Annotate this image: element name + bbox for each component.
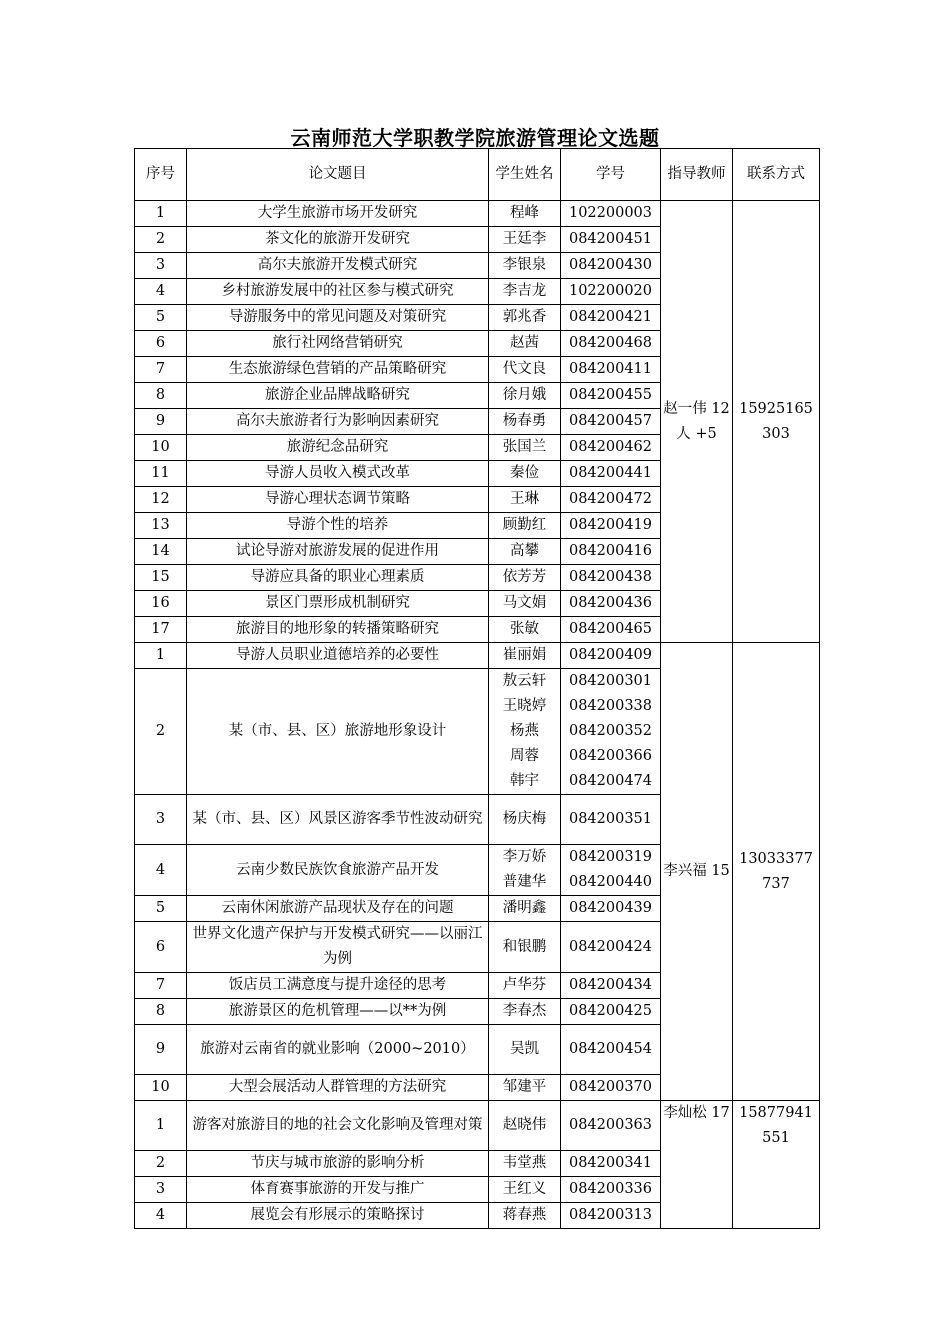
student-name: 高攀 — [510, 543, 539, 559]
cell-advisor: 李兴福 15 — [661, 643, 733, 1101]
cell-topic: 游客对旅游目的地的社会文化影响及管理对策 — [187, 1101, 489, 1151]
student-name: 张敏 — [510, 621, 539, 637]
cell-contact: 15877941551 — [733, 1101, 820, 1229]
cell-seq: 13 — [135, 513, 187, 539]
table-row — [135, 201, 820, 227]
student-name: 李吉龙 — [502, 283, 547, 299]
student-id: 084200441 — [568, 465, 653, 481]
header-contact: 联系方式 — [733, 149, 820, 201]
cell-seq: 7 — [135, 973, 187, 999]
cell-topic: 乡村旅游发展中的社区参与模式研究 — [187, 279, 489, 305]
student-name: 韩宇 — [510, 773, 539, 789]
cell-contact: 13033377737 — [733, 643, 820, 1101]
cell-seq: 1 — [135, 643, 187, 669]
cell-seq: 8 — [135, 999, 187, 1025]
cell-seq: 16 — [135, 591, 187, 617]
student-id: 084200421 — [568, 309, 653, 325]
cell-student-ids — [561, 999, 661, 1025]
cell-student-ids — [561, 845, 661, 896]
student-id: 084200440 — [568, 874, 653, 890]
cell-student-ids — [561, 227, 661, 253]
cell-student-ids — [561, 253, 661, 279]
cell-students — [489, 1075, 561, 1101]
student-name: 普建华 — [502, 874, 547, 890]
student-name: 邹建平 — [502, 1079, 547, 1095]
cell-seq: 4 — [135, 845, 187, 896]
header-row — [135, 149, 820, 201]
student-id: 084200409 — [568, 647, 653, 663]
student-name: 杨春勇 — [502, 413, 547, 429]
cell-students — [489, 896, 561, 922]
cell-seq: 3 — [135, 1177, 187, 1203]
cell-students — [489, 1101, 561, 1151]
student-name: 依芳芳 — [502, 569, 547, 585]
cell-seq: 7 — [135, 357, 187, 383]
student-name: 顾勤红 — [502, 517, 547, 533]
table-body — [135, 201, 820, 1229]
student-id: 084200438 — [568, 569, 653, 585]
cell-seq: 2 — [135, 669, 187, 795]
cell-seq: 8 — [135, 383, 187, 409]
cell-students — [489, 1203, 561, 1229]
cell-students — [489, 669, 561, 795]
cell-student-ids — [561, 539, 661, 565]
cell-contact: 15925165303 — [733, 201, 820, 643]
cell-topic: 体育赛事旅游的开发与推广 — [187, 1177, 489, 1203]
student-name: 秦俭 — [510, 465, 539, 481]
cell-seq: 1 — [135, 1101, 187, 1151]
header-advisor: 指导教师 — [661, 149, 733, 201]
student-name: 崔丽娟 — [502, 647, 547, 663]
cell-student-ids — [561, 279, 661, 305]
student-name: 杨燕 — [510, 723, 539, 739]
student-name: 吴凯 — [510, 1041, 539, 1057]
cell-topic: 云南少数民族饮食旅游产品开发 — [187, 845, 489, 896]
cell-topic: 导游应具备的职业心理素质 — [187, 565, 489, 591]
student-name: 和银鹏 — [502, 938, 547, 955]
cell-students — [489, 591, 561, 617]
cell-seq: 14 — [135, 539, 187, 565]
cell-student-ids — [561, 1101, 661, 1151]
cell-topic: 旅游目的地形象的转播策略研究 — [187, 617, 489, 643]
student-name: 郭兆香 — [502, 309, 547, 325]
cell-topic: 某（市、县、区）旅游地形象设计 — [187, 669, 489, 795]
cell-topic: 试论导游对旅游发展的促进作用 — [187, 539, 489, 565]
cell-seq: 9 — [135, 1025, 187, 1075]
cell-student-ids — [561, 305, 661, 331]
cell-student-ids — [561, 513, 661, 539]
cell-seq: 9 — [135, 409, 187, 435]
cell-students — [489, 795, 561, 845]
student-name: 王晓婷 — [502, 698, 547, 714]
cell-topic: 旅游对云南省的就业影响（2000~2010） — [187, 1025, 489, 1075]
student-id: 084200455 — [568, 387, 653, 403]
cell-topic: 旅游纪念品研究 — [187, 435, 489, 461]
cell-students — [489, 513, 561, 539]
student-id: 084200363 — [568, 1117, 653, 1133]
cell-seq: 6 — [135, 922, 187, 973]
student-id: 084200416 — [568, 543, 653, 559]
student-id: 084200351 — [568, 811, 653, 827]
student-name: 王琳 — [510, 491, 539, 507]
student-name: 赵晓伟 — [502, 1117, 547, 1133]
cell-student-ids — [561, 357, 661, 383]
cell-students — [489, 922, 561, 973]
student-name: 徐月娥 — [502, 387, 547, 403]
cell-seq: 4 — [135, 279, 187, 305]
header-topic: 论文题目 — [187, 149, 489, 201]
cell-seq: 10 — [135, 1075, 187, 1101]
student-id: 084200468 — [568, 335, 653, 351]
cell-topic: 高尔夫旅游者行为影响因素研究 — [187, 409, 489, 435]
student-id: 084200370 — [568, 1079, 653, 1095]
cell-students — [489, 617, 561, 643]
cell-students — [489, 201, 561, 227]
student-id: 084200366 — [568, 748, 653, 764]
student-name: 敖云轩 — [502, 673, 547, 689]
header-id: 学号 — [561, 149, 661, 201]
cell-students — [489, 1025, 561, 1075]
student-name: 赵茜 — [510, 335, 539, 351]
cell-student-ids — [561, 435, 661, 461]
student-id: 084200472 — [568, 491, 653, 507]
cell-seq: 2 — [135, 1151, 187, 1177]
cell-seq: 15 — [135, 565, 187, 591]
cell-topic: 大学生旅游市场开发研究 — [187, 201, 489, 227]
student-id: 084200425 — [568, 1003, 653, 1019]
student-name: 代文良 — [502, 361, 547, 377]
cell-topic: 展览会有形展示的策略探讨 — [187, 1203, 489, 1229]
student-name: 蒋春燕 — [502, 1207, 547, 1223]
student-name: 张国兰 — [502, 439, 547, 455]
student-id: 084200336 — [568, 1181, 653, 1197]
student-id: 084200436 — [568, 595, 653, 611]
cell-student-ids — [561, 487, 661, 513]
cell-advisor: 李灿松 17 — [661, 1101, 733, 1229]
cell-students — [489, 383, 561, 409]
cell-seq: 12 — [135, 487, 187, 513]
student-name: 周蓉 — [510, 748, 539, 764]
cell-students — [489, 357, 561, 383]
cell-students — [489, 227, 561, 253]
cell-topic: 导游人员收入模式改革 — [187, 461, 489, 487]
cell-student-ids — [561, 1025, 661, 1075]
cell-seq: 5 — [135, 896, 187, 922]
student-name: 李春杰 — [502, 1003, 547, 1019]
cell-student-ids — [561, 669, 661, 795]
student-name: 李银泉 — [502, 257, 547, 273]
cell-student-ids — [561, 795, 661, 845]
student-name: 卢华芬 — [502, 977, 547, 993]
cell-seq: 4 — [135, 1203, 187, 1229]
cell-students — [489, 973, 561, 999]
cell-topic: 导游服务中的常见问题及对策研究 — [187, 305, 489, 331]
student-id: 084200430 — [568, 257, 653, 273]
cell-student-ids — [561, 201, 661, 227]
cell-student-ids — [561, 973, 661, 999]
student-id: 102200003 — [568, 205, 653, 221]
student-id: 084200439 — [568, 900, 653, 916]
header-student: 学生姓名 — [489, 149, 561, 201]
cell-students — [489, 409, 561, 435]
cell-students — [489, 539, 561, 565]
cell-student-ids — [561, 1203, 661, 1229]
student-id: 084200457 — [568, 413, 653, 429]
header-seq: 序号 — [135, 149, 187, 201]
cell-seq: 6 — [135, 331, 187, 357]
student-id: 084200465 — [568, 621, 653, 637]
student-id: 084200313 — [568, 1207, 653, 1223]
cell-student-ids — [561, 896, 661, 922]
cell-topic: 生态旅游绿色营销的产品策略研究 — [187, 357, 489, 383]
student-id: 084200474 — [568, 773, 653, 789]
student-id: 084200319 — [568, 849, 653, 865]
student-id: 084200419 — [568, 517, 653, 533]
cell-students — [489, 643, 561, 669]
student-id: 084200451 — [568, 231, 653, 247]
cell-students — [489, 1177, 561, 1203]
cell-student-ids — [561, 409, 661, 435]
cell-student-ids — [561, 591, 661, 617]
student-id: 084200338 — [568, 698, 653, 714]
cell-students — [489, 305, 561, 331]
cell-topic: 大型会展活动人群管理的方法研究 — [187, 1075, 489, 1101]
cell-student-ids — [561, 643, 661, 669]
cell-topic: 高尔夫旅游开发模式研究 — [187, 253, 489, 279]
cell-student-ids — [561, 461, 661, 487]
student-id: 084200424 — [568, 938, 653, 955]
student-name: 韦堂燕 — [502, 1155, 547, 1171]
cell-seq: 5 — [135, 305, 187, 331]
cell-student-ids — [561, 383, 661, 409]
cell-topic: 节庆与城市旅游的影响分析 — [187, 1151, 489, 1177]
page-title: 云南师范大学职教学院旅游管理论文选题 — [290, 126, 660, 150]
cell-student-ids — [561, 1151, 661, 1177]
cell-topic: 某（市、县、区）风景区游客季节性波动研究 — [187, 795, 489, 845]
cell-topic: 世界文化遗产保护与开发模式研究——以丽江为例 — [187, 922, 489, 973]
cell-topic: 饭店员工满意度与提升途径的思考 — [187, 973, 489, 999]
cell-topic: 旅游企业品牌战略研究 — [187, 383, 489, 409]
cell-topic: 茶文化的旅游开发研究 — [187, 227, 489, 253]
student-id: 084200462 — [568, 439, 653, 455]
student-id: 084200411 — [568, 361, 653, 377]
student-id: 084200434 — [568, 977, 653, 993]
cell-student-ids — [561, 922, 661, 973]
cell-topic: 云南休闲旅游产品现状及存在的问题 — [187, 896, 489, 922]
cell-topic: 景区门票形成机制研究 — [187, 591, 489, 617]
cell-students — [489, 253, 561, 279]
cell-students — [489, 461, 561, 487]
cell-students — [489, 1151, 561, 1177]
cell-advisor: 赵一伟 12人 +5 — [661, 201, 733, 643]
cell-seq: 1 — [135, 201, 187, 227]
cell-students — [489, 999, 561, 1025]
cell-seq: 11 — [135, 461, 187, 487]
student-name: 王廷李 — [502, 231, 547, 247]
student-name: 马文娟 — [502, 595, 547, 611]
cell-topic: 导游心理状态调节策略 — [187, 487, 489, 513]
cell-seq: 17 — [135, 617, 187, 643]
table-row — [135, 643, 820, 669]
cell-topic: 旅游景区的危机管理——以**为例 — [187, 999, 489, 1025]
cell-topic: 导游人员职业道德培养的必要性 — [187, 643, 489, 669]
cell-students — [489, 435, 561, 461]
student-name: 杨庆梅 — [502, 811, 547, 827]
student-id: 102200020 — [568, 283, 653, 299]
cell-seq: 3 — [135, 795, 187, 845]
cell-student-ids — [561, 565, 661, 591]
cell-students — [489, 279, 561, 305]
cell-students — [489, 487, 561, 513]
cell-seq: 10 — [135, 435, 187, 461]
student-name: 潘明鑫 — [502, 900, 547, 916]
cell-student-ids — [561, 1177, 661, 1203]
student-name: 王红义 — [502, 1181, 547, 1197]
student-name: 李万娇 — [502, 849, 547, 865]
cell-seq: 2 — [135, 227, 187, 253]
cell-topic: 旅行社网络营销研究 — [187, 331, 489, 357]
cell-students — [489, 565, 561, 591]
cell-student-ids — [561, 331, 661, 357]
cell-students — [489, 331, 561, 357]
student-name: 程峰 — [510, 205, 539, 221]
student-id: 084200454 — [568, 1041, 653, 1057]
student-id: 084200341 — [568, 1155, 653, 1171]
cell-topic: 导游个性的培养 — [187, 513, 489, 539]
cell-student-ids — [561, 617, 661, 643]
topics-table — [134, 148, 820, 1229]
cell-students — [489, 845, 561, 896]
cell-seq: 3 — [135, 253, 187, 279]
student-id: 084200352 — [568, 723, 653, 739]
table-row — [135, 1101, 820, 1151]
student-id: 084200301 — [568, 673, 653, 689]
cell-student-ids — [561, 1075, 661, 1101]
